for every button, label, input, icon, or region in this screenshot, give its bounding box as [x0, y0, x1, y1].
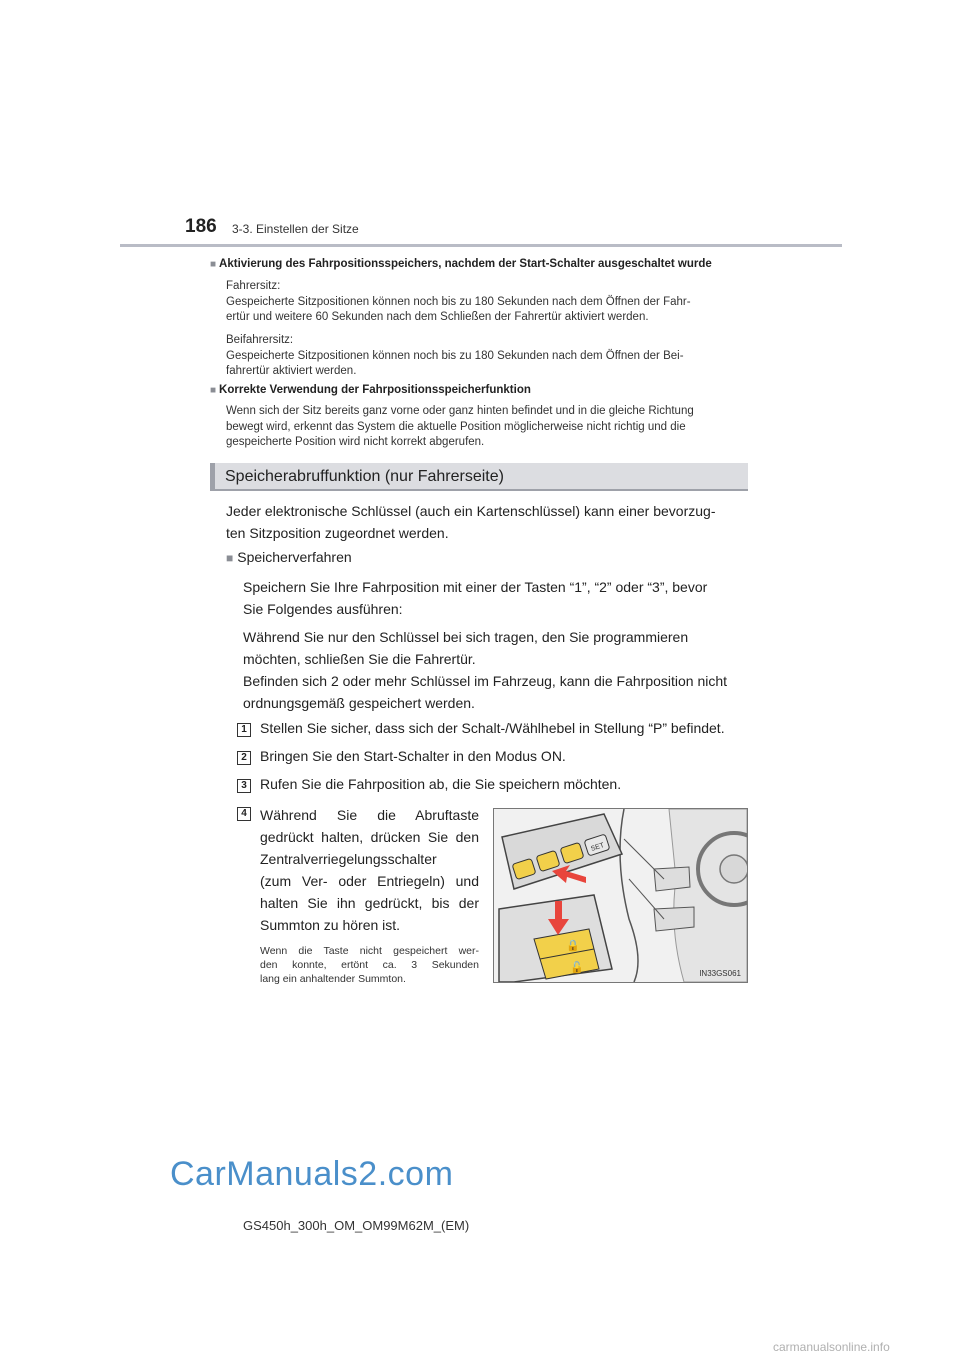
subsection-header — [210, 463, 748, 491]
note-heading-text: Aktivierung des Fahrpositionsspeichers, nachdem der Start-Schalter ausgeschaltet wurde — [219, 258, 712, 270]
step-line: (zum Ver- oder Entriegeln) und — [260, 873, 479, 889]
note-heading — [210, 384, 531, 396]
step-line: Während Sie die Abruftaste — [260, 807, 479, 823]
square-bullet-icon: ■ — [210, 385, 217, 396]
unlock-icon: 🔓 — [570, 961, 584, 974]
footer-code: GS450h_300h_OM_OM99M62M_(EM) — [243, 1218, 470, 1233]
note-line: fahrertür aktiviert werden. — [226, 365, 357, 377]
step-line: Zentralverriegelungsschalter — [260, 851, 437, 867]
red-arrow-shaft — [555, 901, 562, 921]
square-bullet-icon: ■ — [226, 551, 234, 565]
step-note-line: Wenn die Taste nicht gespeichert wer- — [260, 945, 479, 957]
watermark-logo: CarManuals2.com — [170, 1155, 454, 1193]
step-line: halten Sie ihn gedrückt, bis der — [260, 895, 479, 911]
procedure-paragraph — [243, 626, 746, 714]
note-line: Fahrersitz: — [226, 280, 281, 292]
procedure-line: ordnungsgemäß gespeichert werden. — [243, 695, 475, 711]
procedure-line: Befinden sich 2 oder mehr Schlüssel im Fahrzeug, kann die Fahrposition nicht — [243, 673, 728, 689]
note-line: gespeicherte Position wird nicht korrekt abgerufen. — [226, 436, 485, 448]
note-paragraph — [226, 333, 766, 380]
step-line: gedrückt halten, drücken Sie den — [260, 829, 479, 845]
step-line: Summton zu hören ist. — [260, 917, 401, 933]
note-line: ertür und weitere 60 Sekunden nach dem Schließen der Fahrertür aktiviert werden. — [226, 311, 649, 323]
note-line: bewegt wird, erkennt das System die aktuelle Position möglicherweise nicht richtig und die — [226, 420, 686, 433]
mirror-switch-panel — [654, 867, 690, 891]
intro-paragraph — [226, 500, 746, 544]
note-paragraph — [226, 279, 766, 326]
procedure-heading-text: Speicherverfahren — [237, 549, 352, 565]
step-note — [260, 944, 479, 986]
procedure-line: Während Sie nur den Schlüssel bei sich tragen, den Sie programmieren — [243, 629, 689, 645]
header-rule — [120, 244, 842, 247]
note-line: Gespeicherte Sitzpositionen können noch bis zu 180 Sekunden nach dem Öffnen der Bei- — [226, 349, 684, 362]
section-label: 3-3. Einstellen der Sitze — [232, 222, 359, 236]
step-text — [260, 804, 479, 936]
set-button-label: SET — [590, 842, 606, 853]
step-number: 1 — [237, 723, 251, 737]
step-note-line: lang ein anhaltender Summton. — [260, 973, 406, 985]
note-paragraph — [226, 404, 766, 451]
lock-icon: 🔒 — [566, 939, 580, 952]
step-note-line: den konnte, ertönt ca. 3 Sekunden — [260, 959, 479, 971]
note-heading-text: Korrekte Verwendung der Fahrpositionsspeicherfunktion — [219, 384, 531, 396]
procedure-heading — [226, 549, 352, 565]
note-heading — [210, 258, 712, 270]
source-watermark: carmanualsonline.info — [773, 1340, 890, 1354]
procedure-line: möchten, schließen Sie die Fahrertür. — [243, 651, 476, 667]
procedure-line: Speichern Sie Ihre Fahrposition mit einer der Tasten “1”, “2” oder “3”, bevor — [243, 579, 708, 595]
step-number: 2 — [237, 751, 251, 765]
image-code: IN33GS061 — [699, 969, 741, 978]
procedure-paragraph — [243, 576, 746, 620]
illustration — [493, 808, 748, 983]
step-text: Stellen Sie sicher, dass sich der Schalt-/Wählhebel in Stellung “P” befindet. — [260, 720, 725, 736]
note-line: Beifahrersitz: — [226, 334, 294, 346]
procedure-line: Sie Folgendes ausführen: — [243, 601, 403, 617]
note-line: Gespeicherte Sitzpositionen können noch bis zu 180 Sekunden nach dem Öffnen der Fahr- — [226, 295, 691, 308]
steering-hub-icon — [720, 855, 747, 883]
subsection-title: Speicherabruffunktion (nur Fahrerseite) — [225, 468, 504, 485]
square-bullet-icon: ■ — [210, 259, 217, 270]
intro-line: Jeder elektronische Schlüssel (auch ein Kartenschlüssel) kann einer bevorzug- — [226, 503, 716, 519]
door-panel-illustration — [494, 809, 747, 982]
step-number: 4 — [237, 807, 251, 821]
page-number: 186 — [185, 216, 217, 237]
step-number: 3 — [237, 779, 251, 793]
intro-line: ten Sitzposition zugeordnet werden. — [226, 525, 449, 541]
step-text: Rufen Sie die Fahrposition ab, die Sie speichern möchten. — [260, 776, 622, 792]
step-text: Bringen Sie den Start-Schalter in den Modus ON. — [260, 748, 566, 764]
note-line: Wenn sich der Sitz bereits ganz vorne oder ganz hinten befindet und in die gleiche Richtung — [226, 405, 694, 417]
window-switch-panel — [654, 907, 694, 931]
